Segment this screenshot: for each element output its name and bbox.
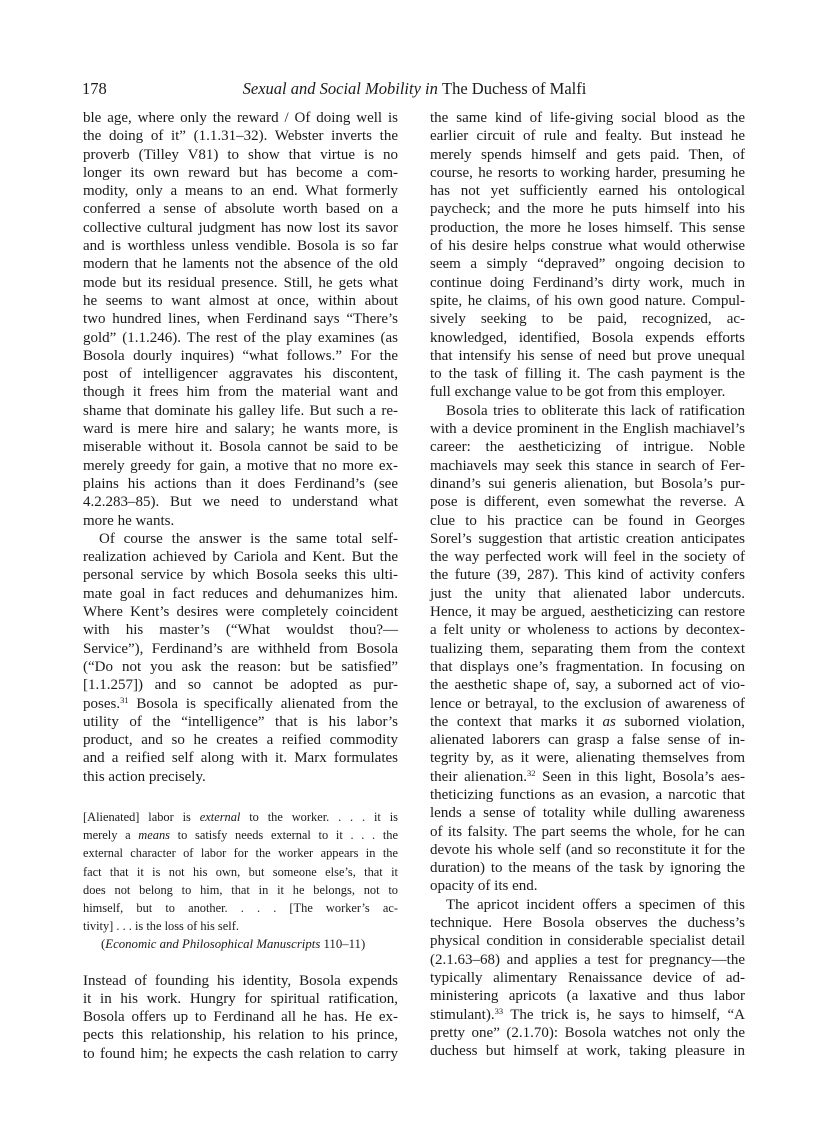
text-line: ministering apricots (a laxative and thus labor — [430, 988, 745, 1005]
text-line: the future (39, 287). This kind of activity confers — [430, 567, 745, 584]
text-line: duration) to the means of the task by ignoring the — [430, 860, 745, 877]
text-line: technique. Here Bosola observes the duchess’s — [430, 915, 745, 932]
text-line: Hence, it may be argued, aestheticizing can restore — [430, 604, 745, 621]
text-line: knowledged, identified, Bosola expends efforts — [430, 329, 745, 346]
text-line: course, he resorts to working harder, presuming he — [430, 164, 745, 181]
text-line: of his desire helps construe what would otherwise — [430, 238, 745, 255]
quote-line: himself, but to another. . . . [The worker’s ac- — [83, 900, 398, 915]
text-line: realization achieved by Cariola and Kent. But the — [83, 549, 398, 566]
text-line: and is worthless unless vendible. Bosola is so far — [83, 238, 398, 255]
text-line: utility of the “intelligence” that is his labor’s — [83, 713, 398, 730]
text-line: pects this relationship, his relation to his prince, — [83, 1027, 398, 1044]
text-line: plains his actions than it does Ferdinand’s (see — [83, 475, 398, 492]
text-line — [430, 1006, 745, 1024]
text-line: conferred a sense of absolute worth based on a — [83, 201, 398, 218]
paragraph — [83, 530, 398, 786]
text-line: career: the aestheticizing of intrigue. Noble — [430, 439, 745, 456]
text-line: opacity of its end. — [430, 878, 538, 895]
text-line: collective cultural judgment has now lost its savor — [83, 219, 398, 236]
text-run: Bosola is specifically alienated from the — [128, 695, 398, 712]
text-line: duchess but himself at work, taking pleasure in — [430, 1043, 745, 1060]
text-line: production, the more he loses himself. This sense — [430, 219, 745, 236]
text-line: merely greedy for gain, a motive that no more ex- — [83, 457, 398, 474]
text-line: Bosola offers up to Ferdinand all he has. He ex- — [83, 1009, 398, 1026]
text-line: and a reified self along with it. Marx formulates — [83, 750, 398, 767]
text-line: product, and so he creates a reified commodity — [83, 732, 398, 749]
paragraph — [83, 972, 398, 1063]
paragraph — [430, 402, 745, 896]
text-line: a felt unity or wholeness to actions by decontex- — [430, 622, 745, 639]
text-line: tualizing them, separating them from the context — [430, 640, 745, 657]
quote-line: external character of labor for the worker appears in the — [83, 846, 398, 861]
emphasis: means — [138, 828, 170, 843]
page-number: 178 — [82, 79, 107, 98]
text-line: gold” (1.1.246). The rest of the play examines (as — [83, 329, 398, 346]
text-line: though it frees him from the material want and — [83, 384, 398, 401]
text-line: it in his work. Hungry for spiritual ratification, — [83, 990, 398, 1007]
text-line: The apricot incident offers a specimen of this — [446, 896, 745, 913]
text-line: the way perfected work will feel in the society of — [430, 549, 745, 566]
text-line: longer its own reward but has become a com- — [83, 164, 398, 181]
paragraph — [83, 109, 398, 530]
text-line: Bosola dourly inquires) “what follows.” For the — [83, 347, 398, 364]
text-line: pose is different, even somewhat the reverse. A — [430, 494, 745, 511]
text-line: dinand’s sui generis alienation, but Bosola’s pur- — [430, 475, 745, 492]
text-line: (“Do not you ask the reason: but be satisfied” — [83, 658, 398, 675]
text-line: typically alimentary Renaissance device of ad- — [430, 969, 745, 986]
text-run: Seen in this light, Bosola’s aes- — [535, 768, 745, 785]
citation-title: Economic and Philosophical Manuscripts — [105, 937, 321, 952]
running-title — [82, 78, 747, 100]
text-line: the aesthetic shape of, say, a suborned act of vio- — [430, 677, 745, 694]
text-line: sively seeking to be paid, recognized, ac- — [430, 311, 745, 328]
quote-line: does not belong to him, that in it he belongs, not to — [83, 882, 398, 897]
text-line: Sorel’s suggestion that artistic creation anticipates — [430, 530, 745, 547]
quote-line — [83, 826, 398, 844]
text-line: this action precisely. — [83, 768, 206, 785]
right-column — [430, 109, 745, 1060]
text-line: machiavels may seek this stance in search of Fer- — [430, 457, 745, 474]
text-line: mate goal in fact reduces and dehumanizes him. — [83, 585, 398, 602]
text-line: devote his whole self (and so reconstitute it for the — [430, 841, 745, 858]
quote-line — [83, 808, 398, 826]
text-line: Service”), Ferdinand’s are withheld from Bosola — [83, 640, 398, 657]
text-line: he seems to want almost at once, within about — [83, 292, 398, 309]
text-line: modity, only a means to an end. What formerly — [83, 183, 398, 200]
citation-pages: 110–11) — [320, 937, 366, 952]
quote-line: tivity] . . . is the loss of his self. — [83, 919, 239, 934]
text-line: to found him; he expects the cash relation to carry — [83, 1045, 398, 1062]
text-line — [430, 768, 745, 786]
text-line — [430, 713, 745, 731]
text-line: alienated laborers can grasp a false sense of in- — [430, 732, 745, 749]
text-line: that displays one’s fragmentation. In focusing on — [430, 658, 745, 675]
text-line: Instead of founding his identity, Bosola expends — [83, 972, 398, 989]
text-line: tegrity by, as it were, alienating themselves from — [430, 750, 745, 767]
text-line: clue to his practice can be found in Georges — [430, 512, 745, 529]
text-run: the context that marks it — [430, 713, 603, 730]
text-line: modern that he laments not the absence of the old — [83, 256, 398, 273]
text-line: that intensify his sense of need but prove unequal — [430, 347, 745, 364]
text-line: just the unity that alienated labor undercuts. — [430, 585, 745, 602]
running-head — [82, 78, 747, 100]
text-line: proverb (Tilley V81) to show that virtue is no — [83, 146, 398, 163]
text-line: merely spends himself and gets paid. Then, of — [430, 146, 745, 163]
text-run: The trick is, he says to himself, “A — [503, 1006, 745, 1023]
text-line: with his master’s (“What wouldst thou?— — [83, 622, 398, 639]
text-run: to the worker. . . . it is — [240, 809, 398, 824]
text-line: shame that dominate his galley life. But such a re- — [83, 402, 398, 419]
paragraph — [430, 109, 745, 402]
running-title-play: The Duchess of Malfi — [442, 79, 587, 98]
text-line: more he wants. — [83, 512, 175, 529]
text-line: has not yet sufficiently earned his ontological — [430, 183, 745, 200]
text-line: 4.2.283–85). But we need to understand what — [83, 494, 398, 511]
footnote-marker: 31 — [120, 694, 129, 705]
block-quote — [83, 808, 398, 954]
emphasis: external — [199, 809, 241, 824]
text-line: ble age, where only the reward / Of doing well is — [83, 110, 398, 126]
left-column — [83, 109, 398, 1063]
text-line: spite, he claims, of his own good nature. Compul- — [430, 292, 745, 309]
text-line: the same kind of life-giving social blood as the — [430, 110, 745, 126]
text-line: Of course the answer is the same total self- — [99, 530, 398, 547]
text-line: (2.1.63–68) and applies a test for pregnancy—the — [430, 951, 745, 968]
text-run: to satisfy needs external to it . . . the — [169, 828, 398, 843]
text-line — [83, 695, 398, 713]
text-run: stimulant). — [430, 1006, 495, 1023]
text-line: lends a sense of totality while dulling awareness — [430, 805, 745, 822]
text-line: pretty one” (2.1.70): Bosola watches not only the — [430, 1024, 745, 1041]
text-line: theticizing functions as an evasion, a narcotic that — [430, 786, 745, 803]
text-line: full exchange value to be got from this employer. — [430, 384, 726, 401]
spacer — [83, 786, 398, 804]
text-line: physical condition in considerable specialist detail — [430, 933, 745, 950]
text-line: [1.1.257]) and so cannot be adopted as pur- — [83, 677, 398, 694]
text-line: post of intelligencer aggravates his discontent, — [83, 366, 398, 383]
text-line: of its falsity. The part seems the whole, for he can — [430, 823, 745, 840]
text-line: the doing of it” (1.1.31–32). Webster inverts the — [83, 128, 398, 145]
spacer — [83, 954, 398, 972]
text-line: Where Kent’s desires were completely coincident — [83, 604, 398, 621]
text-line: miserable without it. Bosola cannot be said to be — [83, 439, 398, 456]
quote-citation: (Economic and Philosophical Manuscripts 110–11) — [101, 937, 366, 952]
text-run: suborned violation, — [615, 713, 745, 730]
text-run: [Alienated] labor is — [83, 809, 200, 824]
text-run: their alienation. — [430, 768, 528, 785]
text-line: Bosola tries to obliterate this lack of ratification — [446, 402, 745, 419]
footnote-marker: 32 — [527, 767, 536, 778]
text-line: paycheck; and the more he puts himself into his — [430, 201, 745, 218]
text-line: to the task of filling it. The cash payment is the — [430, 366, 745, 383]
text-run: poses. — [83, 695, 121, 712]
text-line: ward is mere hire and salary; he wants more, is — [83, 421, 398, 438]
text-line: personal service by which Bosola seeks this ulti- — [83, 567, 398, 584]
text-line: earlier circuit of rule and fealty. But instead he — [430, 128, 745, 145]
paragraph — [430, 896, 745, 1061]
text-line: with a device prominent in the English machiavel’s — [430, 421, 745, 438]
text-line: continue doing Ferdinand’s dirty work, much in — [430, 274, 745, 291]
emphasis: as — [602, 713, 616, 730]
footnote-marker: 33 — [494, 1005, 504, 1016]
quote-line: fact that it is not his own, but someone else’s, that it — [83, 864, 398, 879]
text-line: mode but its residual presence. Still, he gets what — [83, 274, 398, 291]
text-line: lence or betrayal, to the exclusion of awareness of — [430, 695, 745, 712]
text-run: merely a — [83, 828, 139, 843]
text-line: two hundred lines, when Ferdinand says “There’s — [83, 311, 398, 328]
running-title-italic: Sexual and Social Mobility in — [242, 79, 442, 98]
text-line: seem a simply “depraved” ongoing decision to — [430, 256, 745, 273]
